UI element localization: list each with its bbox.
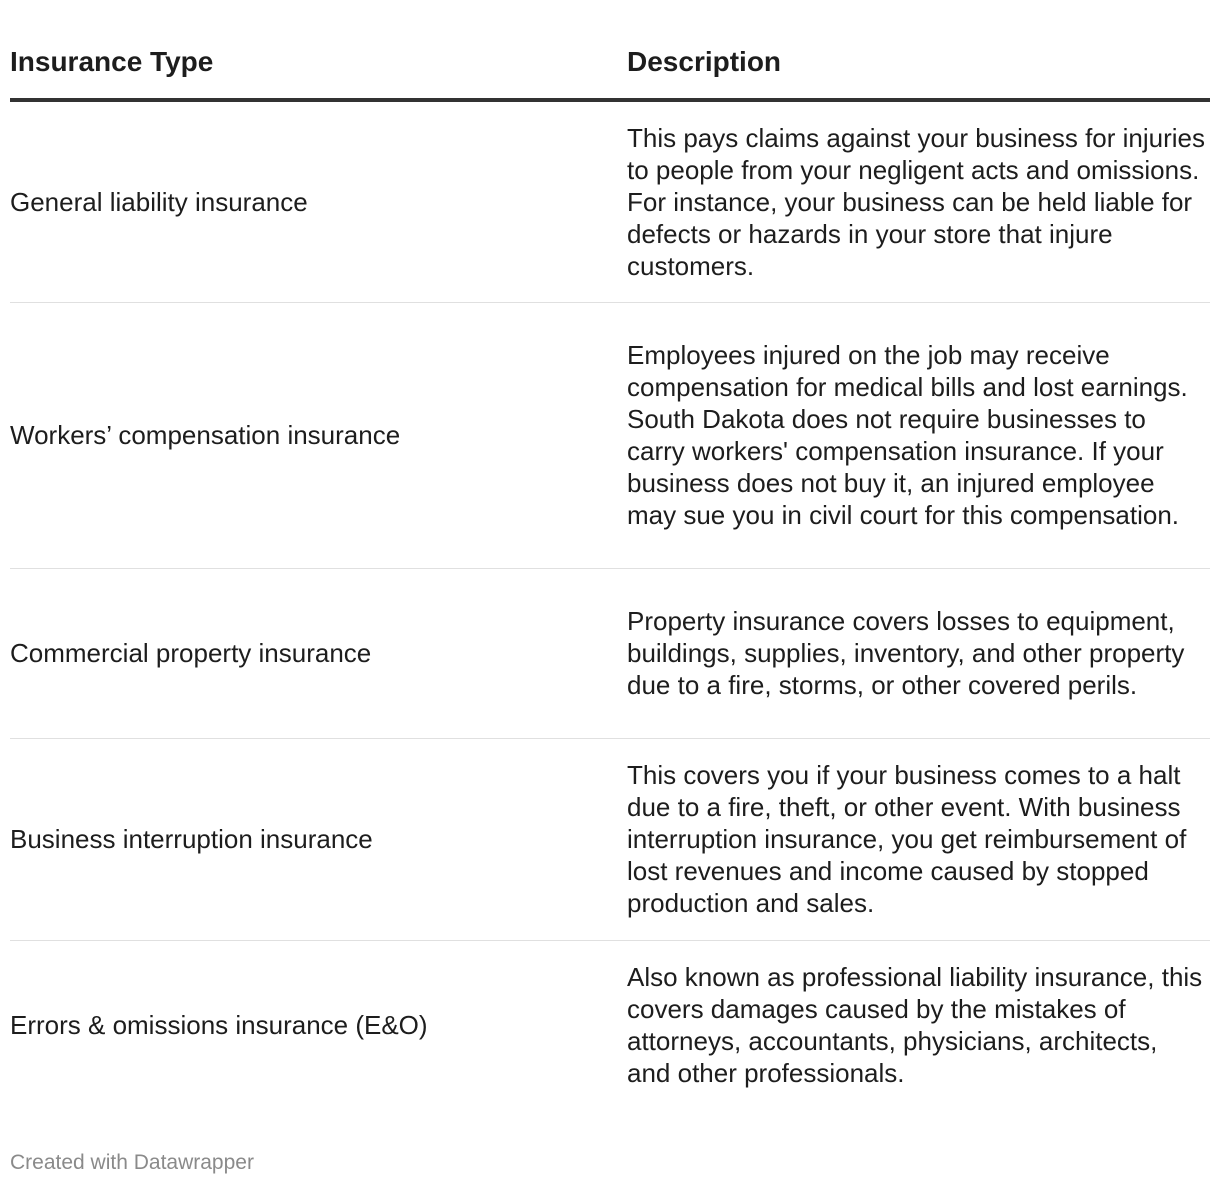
insurance-type-cell: Errors & omissions insurance (E&O) [10,1010,428,1041]
insurance-table [10,0,1210,1110]
insurance-type-cell: Business interruption insurance [10,738,627,940]
insurance-type-cell: Workers’ compensation insurance [10,302,627,568]
table-body [10,100,1210,1110]
insurance-type-cell: General liability insurance [10,100,627,302]
description-cell: Employees injured on the job may receive compensation for medical bills and lost earnings. South Dakota does not require businesses to carry workers' compensation insurance. If your business does not buy it, an injured employee may sue you in civil court for this compensation. [627,302,1210,568]
header-row [10,0,1210,100]
description-cell: Also known as professional liability insurance, this covers damages caused by the mistakes of attorneys, accountants, physicians, architects, and other professionals. [627,962,1203,1089]
datawrapper-credit: Created with Datawrapper [10,1151,254,1174]
insurance-type-cell: Commercial property insurance [10,568,627,738]
insurance-table-container [10,0,1210,1110]
table-row [10,302,1210,568]
column-header-insurance-type: Insurance Type [10,0,627,100]
table-row [10,100,1210,302]
description-cell: Property insurance covers losses to equipment, buildings, supplies, inventory, and other property due to a fire, storms, or other covered perils. [627,568,1210,738]
column-header-description: Description [627,0,1210,100]
table-row [10,568,1210,738]
description-cell: This pays claims against your business for injuries to people from your negligent acts and omissions. For instance, your business can be held liable for defects or hazards in your store that injure customers. [627,100,1210,302]
table-row [10,738,1210,940]
description-cell: This covers you if your business comes to a halt due to a fire, theft, or other event. With business interruption insurance, you get reimbursement of lost revenues and income caused by stopped production and sales. [627,738,1210,940]
table-header [10,0,1210,100]
table-row [10,940,1210,1110]
